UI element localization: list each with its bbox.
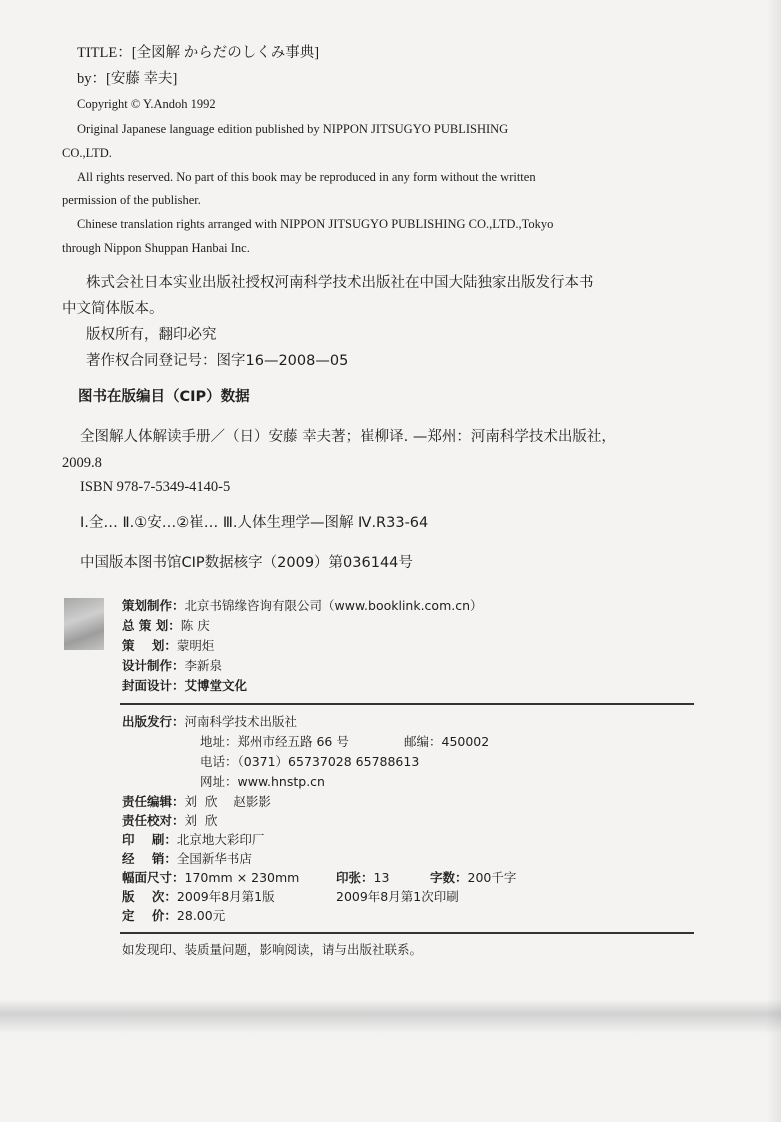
rights-reserved: 版权所有，翻印必究 bbox=[86, 327, 217, 343]
price-row bbox=[122, 910, 225, 923]
distributor-row bbox=[122, 853, 252, 866]
original-edition-line-2: CO.,LTD. bbox=[62, 146, 112, 160]
rights-line-1: All rights reserved. No part of this book may be reproduced in any form without the written bbox=[77, 170, 536, 184]
printer-row bbox=[122, 834, 264, 847]
format-label: 幅面尺寸： bbox=[122, 870, 185, 885]
postcode: 邮编：450002 bbox=[404, 734, 490, 749]
proofreader-label: 责任校对： bbox=[122, 813, 185, 828]
translation-line-1: Chinese translation rights arranged with NIPPON JITSUGYO PUBLISHING CO.,LTD.,Tokyo bbox=[77, 217, 554, 231]
page-edge-shadow bbox=[766, 0, 781, 1122]
license-line-1: 株式会社日本实业出版社授权河南科学技术出版社在中国大陆独家出版发行本书 bbox=[86, 275, 594, 291]
planner-value: 蒙明炬 bbox=[176, 638, 215, 653]
design-value: 李新泉 bbox=[184, 658, 223, 673]
sheets-value: 13 bbox=[373, 870, 390, 885]
printer-value: 北京地大彩印厂 bbox=[176, 832, 265, 847]
edition-label: 版 次： bbox=[122, 889, 177, 904]
price-label: 定 价： bbox=[122, 908, 177, 923]
author-line: by：[安藤 幸夫] bbox=[77, 71, 178, 87]
publisher-label: 出版发行： bbox=[122, 714, 185, 729]
translation-line-2: through Nippon Shuppan Hanbai Inc. bbox=[62, 241, 250, 255]
contract-registration: 著作权合同登记号：图字16—2008—05 bbox=[86, 353, 349, 369]
original-edition-line-1: Original Japanese language edition published by NIPPON JITSUGYO PUBLISHING bbox=[77, 122, 509, 136]
distributor-label: 经 销： bbox=[122, 851, 177, 866]
price-value: 28.00元 bbox=[176, 908, 226, 923]
credits-thumbnail bbox=[64, 598, 104, 650]
impression: 2009年8月第1次印刷 bbox=[336, 889, 459, 904]
sheets-label: 印张： bbox=[336, 870, 374, 885]
distributor-value: 全国新华书店 bbox=[176, 851, 252, 866]
editor-label: 责任编辑： bbox=[122, 794, 185, 809]
publisher-value: 河南科学技术出版社 bbox=[184, 714, 298, 729]
cip-entry-line-1: 全图解人体解读手册／（日）安藤 幸夫著；崔柳译. —郑州：河南科学技术出版社， bbox=[80, 429, 616, 445]
chief-planner-value: 陈 庆 bbox=[180, 618, 210, 633]
proofreader-value: 刘 欣 bbox=[184, 813, 218, 828]
address: 地址：郑州市经五路 66 号 bbox=[200, 734, 349, 749]
planning-value: 北京书锦缘咨询有限公司（www.booklink.com.cn） bbox=[184, 598, 483, 613]
word-count-label: 字数： bbox=[430, 870, 468, 885]
cover-design-row bbox=[122, 680, 247, 693]
phone: 电话：（0371）65737028 65788613 bbox=[200, 754, 420, 769]
website: 网址：www.hnstp.cn bbox=[200, 774, 325, 789]
design-label: 设计制作： bbox=[122, 658, 185, 673]
divider-top bbox=[120, 703, 694, 705]
format-row bbox=[122, 872, 299, 885]
cip-verification: 中国版本图书馆CIP数据核字（2009）第036144号 bbox=[80, 555, 413, 571]
word-count-value: 200千字 bbox=[467, 870, 517, 885]
proofreader-row bbox=[122, 815, 217, 828]
divider-bottom bbox=[120, 932, 694, 934]
cip-heading: 图书在版编目（CIP）数据 bbox=[78, 389, 250, 405]
cover-design-value: 艾博堂文化 bbox=[184, 678, 248, 693]
chief-planner-row bbox=[122, 620, 210, 633]
editor-value: 刘 欣 赵影影 bbox=[184, 794, 271, 809]
scan-edge-shadow bbox=[0, 1000, 781, 1034]
planning-row bbox=[122, 600, 483, 613]
chief-planner-label: 总 策 划： bbox=[122, 618, 181, 633]
classification: Ⅰ.全… Ⅱ.①安…②崔… Ⅲ.人体生理学—图解 Ⅳ.R33-64 bbox=[80, 515, 429, 531]
cover-design-label: 封面设计： bbox=[122, 678, 185, 693]
license-line-2: 中文简体版本。 bbox=[62, 301, 164, 317]
title-line: TITLE：[全図解 からだのしくみ事典] bbox=[77, 45, 320, 61]
edition-row bbox=[122, 891, 275, 904]
planner-label: 策 划： bbox=[122, 638, 177, 653]
sheets-row bbox=[336, 872, 389, 885]
planner-row bbox=[122, 640, 214, 653]
isbn: ISBN 978-7-5349-4140-5 bbox=[80, 479, 231, 495]
printer-label: 印 刷： bbox=[122, 832, 177, 847]
planning-label: 策划制作： bbox=[122, 598, 185, 613]
publisher-row bbox=[122, 716, 297, 729]
copyright-line: Copyright © Y.Andoh 1992 bbox=[77, 97, 216, 111]
cip-entry-line-2: 2009.8 bbox=[62, 455, 102, 471]
rights-line-2: permission of the publisher. bbox=[62, 193, 201, 207]
quality-notice: 如发现印、装质量问题，影响阅读，请与出版社联系。 bbox=[122, 942, 423, 957]
word-count-row bbox=[430, 872, 516, 885]
edition-value: 2009年8月第1版 bbox=[176, 889, 275, 904]
editor-row bbox=[122, 796, 271, 809]
design-row bbox=[122, 660, 222, 673]
format-value: 170mm × 230mm bbox=[184, 870, 300, 885]
